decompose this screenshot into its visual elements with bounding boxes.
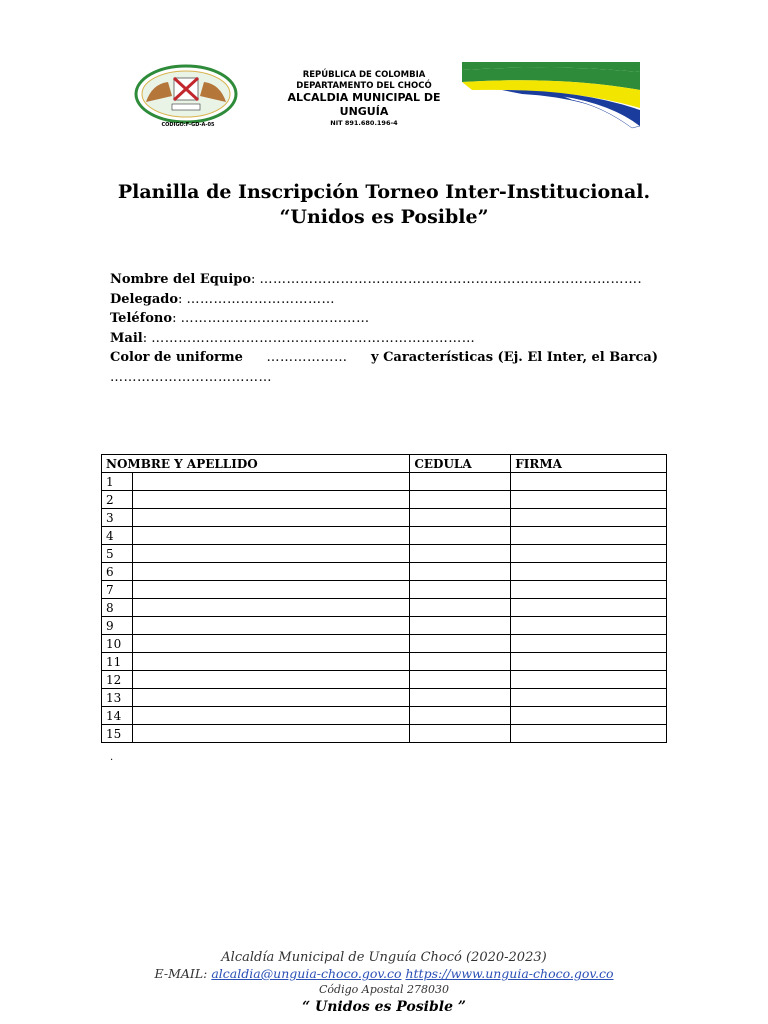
footer-web-link[interactable]: https://www.unguia-choco.gov.co xyxy=(405,966,614,981)
name-cell[interactable] xyxy=(132,671,409,689)
cedula-cell[interactable] xyxy=(410,725,511,743)
firma-cell[interactable] xyxy=(511,617,667,635)
footer-email-link[interactable]: alcaldia@unguia-choco.gov.co xyxy=(211,966,402,981)
name-cell[interactable] xyxy=(132,491,409,509)
header-name: NOMBRE Y APELLIDO xyxy=(102,455,410,473)
firma-cell[interactable] xyxy=(511,653,667,671)
cedula-cell[interactable] xyxy=(410,563,511,581)
cedula-cell[interactable] xyxy=(410,671,511,689)
uniform-color-field[interactable]: ……………… xyxy=(266,350,348,365)
row-number: 9 xyxy=(102,617,133,635)
mail-field[interactable]: ……………………………………………………………… xyxy=(151,330,476,346)
roster-body xyxy=(102,473,667,743)
firma-cell[interactable] xyxy=(511,527,667,545)
row-number: 10 xyxy=(102,635,133,653)
header-cedula: CEDULA xyxy=(410,455,511,473)
mail-label: Mail xyxy=(110,330,143,346)
uniform-color-row xyxy=(110,348,658,368)
seal-code: CODIGO:F-GD-A-05 xyxy=(161,122,215,128)
letterhead xyxy=(128,58,644,132)
table-row xyxy=(102,509,667,527)
table-row xyxy=(102,707,667,725)
table-row xyxy=(102,599,667,617)
name-cell[interactable] xyxy=(132,653,409,671)
cedula-cell[interactable] xyxy=(410,581,511,599)
name-cell[interactable] xyxy=(132,617,409,635)
name-cell[interactable] xyxy=(132,473,409,491)
name-cell[interactable] xyxy=(132,689,409,707)
cedula-cell[interactable] xyxy=(410,509,511,527)
firma-cell[interactable] xyxy=(511,473,667,491)
cedula-cell[interactable] xyxy=(410,689,511,707)
row-number: 7 xyxy=(102,581,133,599)
cedula-cell[interactable] xyxy=(410,545,511,563)
footer xyxy=(0,950,768,1017)
name-cell[interactable] xyxy=(132,581,409,599)
firma-cell[interactable] xyxy=(511,671,667,689)
department-line: DEPARTAMENTO DEL CHOCÓ xyxy=(296,80,432,91)
title-line-2: “Unidos es Posible” xyxy=(279,206,489,228)
name-cell[interactable] xyxy=(132,707,409,725)
header-firma: FIRMA xyxy=(511,455,667,473)
row-number: 15 xyxy=(102,725,133,743)
table-row xyxy=(102,671,667,689)
row-number: 1 xyxy=(102,473,133,491)
table-header-row xyxy=(102,455,667,473)
delegate-row: Delegado: …………………………… xyxy=(110,291,336,307)
table-row xyxy=(102,617,667,635)
firma-cell[interactable] xyxy=(511,599,667,617)
firma-cell[interactable] xyxy=(511,635,667,653)
firma-cell[interactable] xyxy=(511,491,667,509)
team-name-row: Nombre del Equipo: …………………………………………………………………………. xyxy=(110,272,643,287)
features-label: y Características (Ej. El Inter, el Barca) xyxy=(371,350,658,365)
footer-contact xyxy=(0,966,768,982)
row-number: 4 xyxy=(102,527,133,545)
cedula-cell[interactable] xyxy=(410,599,511,617)
row-number: 6 xyxy=(102,563,133,581)
phone-field[interactable]: …………………………………… xyxy=(180,311,370,326)
footer-email-label: E-MAIL: xyxy=(154,966,208,981)
row-number: 8 xyxy=(102,599,133,617)
name-cell[interactable] xyxy=(132,527,409,545)
firma-cell[interactable] xyxy=(511,707,667,725)
row-number: 2 xyxy=(102,491,133,509)
table-row xyxy=(102,689,667,707)
municipality-line: ALCALDIA MUNICIPAL DE UNGUÍA xyxy=(287,91,441,118)
delegate-label: Delegado xyxy=(110,291,179,307)
trailing-mark: . xyxy=(110,752,114,763)
table-row xyxy=(102,725,667,743)
table-row xyxy=(102,653,667,671)
footer-postal-code: Código Apostal 278030 xyxy=(319,983,449,996)
firma-cell[interactable] xyxy=(511,563,667,581)
document-title xyxy=(0,180,768,230)
registration-form xyxy=(110,270,658,387)
table-row xyxy=(102,491,667,509)
table-row xyxy=(102,527,667,545)
cedula-cell[interactable] xyxy=(410,707,511,725)
team-name-field[interactable]: …………………………………………………………………………. xyxy=(259,272,643,287)
name-cell[interactable] xyxy=(132,725,409,743)
name-cell[interactable] xyxy=(132,599,409,617)
row-number: 5 xyxy=(102,545,133,563)
player-roster-table xyxy=(101,454,667,743)
phone-label: Teléfono xyxy=(110,311,173,326)
cedula-cell[interactable] xyxy=(410,491,511,509)
table-row xyxy=(102,473,667,491)
delegate-field[interactable]: …………………………… xyxy=(186,291,336,307)
nit-line: NIT 891.680.196-4 xyxy=(330,118,398,127)
firma-cell[interactable] xyxy=(511,725,667,743)
table-row xyxy=(102,563,667,581)
uniform-color-label: Color de uniforme xyxy=(110,350,243,365)
firma-cell[interactable] xyxy=(511,545,667,563)
row-number: 12 xyxy=(102,671,133,689)
table-row xyxy=(102,635,667,653)
title-line-1: Planilla de Inscripción Torneo Inter-Institucional. xyxy=(117,181,651,203)
name-cell[interactable] xyxy=(132,563,409,581)
row-number: 14 xyxy=(102,707,133,725)
firma-cell[interactable] xyxy=(511,689,667,707)
republic-line: REPÚBLICA DE COLOMBIA xyxy=(302,70,426,80)
features-row xyxy=(110,368,658,388)
cedula-cell[interactable] xyxy=(410,527,511,545)
row-number: 3 xyxy=(102,509,133,527)
row-number: 13 xyxy=(102,689,133,707)
flag-stripes-icon xyxy=(462,60,642,130)
row-number: 11 xyxy=(102,653,133,671)
table-row xyxy=(102,581,667,599)
name-cell[interactable] xyxy=(132,635,409,653)
mail-row: Mail: ……………………………………………………………… xyxy=(110,330,476,346)
features-field[interactable]: ……………………………… xyxy=(110,369,272,385)
firma-cell[interactable] xyxy=(511,581,667,599)
firma-cell[interactable] xyxy=(511,509,667,527)
municipal-seal-icon xyxy=(132,62,240,126)
footer-slogan: “ Unidos es Posible ” xyxy=(302,999,466,1015)
name-cell[interactable] xyxy=(132,545,409,563)
name-cell[interactable] xyxy=(132,509,409,527)
phone-row: Teléfono: …………………………………… xyxy=(110,311,370,326)
team-name-label: Nombre del Equipo xyxy=(110,272,252,287)
cedula-cell[interactable] xyxy=(410,635,511,653)
table-row xyxy=(102,545,667,563)
cedula-cell[interactable] xyxy=(410,473,511,491)
cedula-cell[interactable] xyxy=(410,653,511,671)
cedula-cell[interactable] xyxy=(410,617,511,635)
footer-office: Alcaldía Municipal de Unguía Chocó (2020-2023) xyxy=(221,950,547,965)
office-header xyxy=(262,70,466,127)
